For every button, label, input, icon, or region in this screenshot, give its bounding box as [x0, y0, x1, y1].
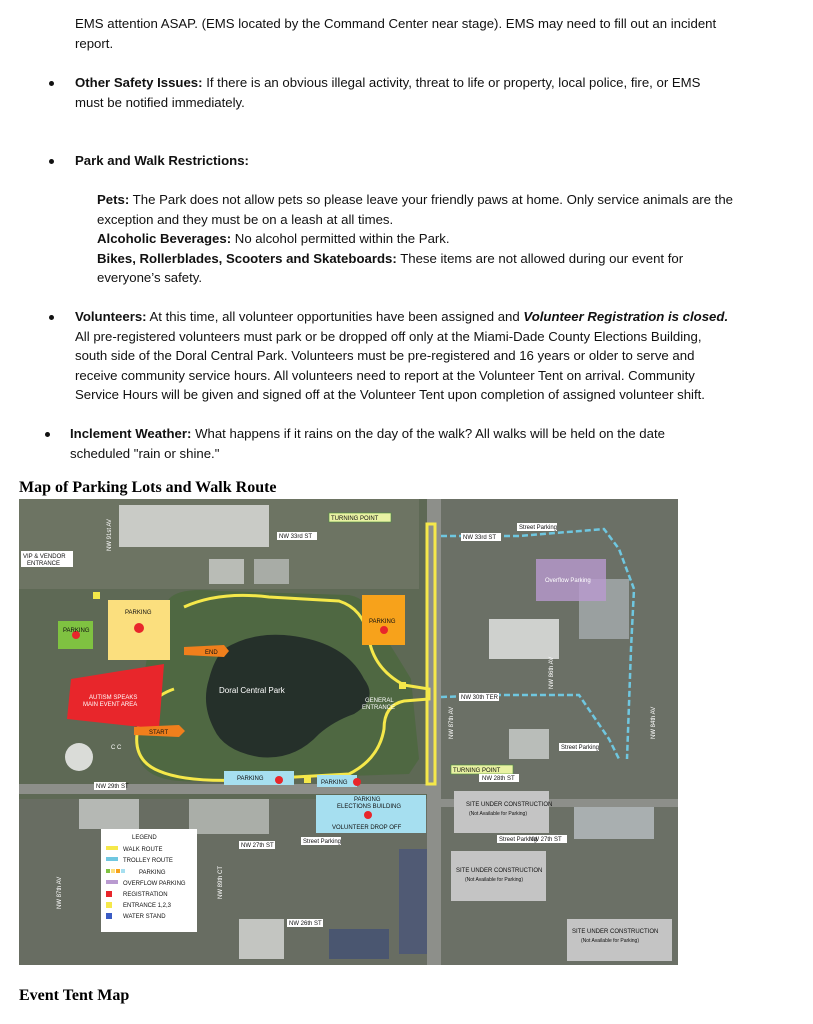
intro-line-2: report. [75, 35, 114, 51]
map-road-nw28-st [19, 784, 439, 794]
map-building [119, 505, 269, 547]
bikes-line-1: These items are not allowed during our event for [396, 250, 684, 266]
map-label-nw29: NW 29th ST [96, 784, 129, 790]
other-safety-label: Other Safety Issues: [75, 75, 203, 90]
map-label-general: GENERAL [365, 698, 394, 704]
map-legend-title: LEGEND [132, 835, 157, 841]
map-label-parking-left: PARKING [63, 628, 90, 634]
other-safety-line-1: If there is an obvious illegal activity, threat to life or property, local police, fire, or EMS [202, 75, 701, 90]
map-legend-swatch-overflow [106, 880, 118, 884]
map-label-nw27-1: NW 27th ST [529, 837, 562, 843]
bullet-park-walk [75, 151, 790, 171]
map-legend-item-overflow: OVERFLOW PARKING [123, 881, 186, 887]
map-registration-marker [380, 626, 388, 634]
map-label-site3b: (Not Available for Parking) [581, 938, 639, 944]
bullet-weather [70, 424, 785, 463]
map-label-street-parking-2: Street Parking [561, 745, 600, 751]
map-legend-swatch-parking-yellow [111, 869, 115, 873]
map-building [189, 799, 269, 834]
map-label-vip2: ENTRANCE [27, 561, 61, 567]
map-label-end: END [205, 650, 218, 656]
map-label-general2: ENTRANCE [362, 705, 396, 711]
map-legend-item-entrance: ENTRANCE 1,2,3 [123, 903, 172, 909]
map-legend-item-parking: PARKING [139, 870, 166, 876]
map-building [79, 799, 139, 829]
map-entrance-marker [93, 592, 100, 599]
pets-line-1: The Park does not allow pets so please leave your friendly paws at home. Only service animals are the [129, 192, 734, 207]
map-site-construction-2 [451, 851, 546, 901]
map-label-street-parking-1: Street Parking [519, 525, 558, 531]
map-legend-swatch-water [106, 913, 112, 919]
map-entrance-marker [304, 776, 311, 783]
map-label-nw87: NW 87th AV [449, 706, 455, 739]
map-label-nw28: NW 28th ST [482, 776, 515, 782]
event-tent-map-heading: Event Tent Map [19, 987, 130, 1004]
map-registration-marker [353, 778, 361, 786]
map-label-parking-big: PARKING [125, 610, 152, 616]
map-label-nw27-2: NW 27th ST [241, 843, 274, 849]
map-heading: Map of Parking Lots and Walk Route [19, 479, 277, 496]
map-label-nw33-1: NW 33rd ST [279, 534, 313, 540]
map-building [489, 619, 559, 659]
bullet-other-safety [75, 73, 790, 112]
map-label-parking-blue2: PARKING [321, 780, 348, 786]
map-label-parking-blue1: PARKING [237, 776, 264, 782]
map-label-parking-orange: PARKING [369, 619, 396, 625]
map-svg [19, 499, 678, 965]
volunteers-line-2: All pre-registered volunteers must park or be dropped off only at the Miami-Dade County Elections Building, [75, 328, 702, 344]
weather-label: Inclement Weather: [70, 426, 192, 441]
map-label-street-parking-3: Street Parking [499, 837, 538, 843]
map-label-nw87b: NW 87th AV [57, 876, 63, 909]
map-label-nw30: NW 30th TER [461, 695, 498, 701]
intro-line-1: EMS attention ASAP. (EMS located by the Command Center near stage). EMS may need to fill out an incident [75, 16, 717, 31]
map-label-start: START [149, 730, 169, 736]
bikes-label: Bikes, Rollerblades, Scooters and Skateboards: [97, 250, 397, 266]
map-legend-swatch-walk [106, 846, 118, 850]
intro-text [75, 14, 790, 53]
map-building [254, 559, 289, 584]
map-label-vip: VIP & VENDOR [23, 554, 66, 560]
map-legend-item-walk: WALK ROUTE [123, 847, 163, 853]
alcohol-label: Alcoholic Beverages: [97, 231, 232, 246]
park-walk-details [97, 190, 797, 288]
map-label-elections1: PARKING [354, 797, 381, 803]
volunteers-line-1a: At this time, all volunteer opportunities have been assigned and [146, 309, 524, 324]
bikes-line-2: everyone’s safety. [97, 270, 203, 285]
bullet-dot [49, 81, 54, 86]
map-legend-item-trolley: TROLLEY ROUTE [123, 858, 173, 864]
map-building [509, 729, 549, 759]
map-label-site1a: SITE UNDER CONSTRUCTION [466, 802, 553, 808]
map-label-site1b: (Not Available for Parking) [469, 811, 527, 817]
map-water-tower [65, 743, 93, 771]
map-label-nw84: NW 84th AV [651, 706, 657, 739]
map-label-site3a: SITE UNDER CONSTRUCTION [572, 929, 659, 935]
map-registration-marker [364, 811, 372, 819]
park-walk-label: Park and Walk Restrictions: [75, 153, 249, 168]
map-legend-swatch-trolley [106, 857, 118, 861]
parking-walk-route-map [19, 499, 678, 965]
map-building [329, 929, 389, 959]
map-label-site2b: (Not Available for Parking) [465, 877, 523, 883]
map-legend-swatch-registration [106, 891, 112, 897]
map-label-volunteer-drop: VOLUNTEER DROP OFF [332, 825, 402, 831]
map-building [399, 849, 429, 954]
bullet-dot [49, 159, 54, 164]
map-label-overflow: Overflow Parking [545, 578, 591, 584]
map-label-street-parking-4: Street Parking [303, 839, 342, 845]
volunteers-label: Volunteers: [75, 309, 147, 324]
map-entrance-marker [399, 682, 406, 689]
volunteers-line-5: Service Hours will be given and signed off at the Volunteer Tent upon completion of assigned volunteer shift. [75, 387, 705, 402]
map-legend-item-water: WATER STAND [123, 914, 166, 920]
map-legend-item-registration: REGISTRATION [123, 892, 168, 898]
map-label-turning-point-bottom: TURNING POINT [453, 768, 501, 774]
map-label-nw86: NW 86th AV [549, 656, 555, 689]
volunteers-registration-closed: Volunteer Registration is closed. [523, 309, 729, 324]
volunteers-line-3: south side of the Doral Central Park. Volunteers must be pre-registered and 16 years or older to serve and [75, 348, 695, 363]
map-legend-swatch-entrance [106, 902, 112, 908]
weather-line-2: scheduled "rain or shine." [70, 445, 220, 461]
map-label-nw91: NW 91st AV [107, 519, 113, 551]
map-label-nw89: NW 89th CT [218, 865, 224, 899]
map-label-park-name: Doral Central Park [219, 686, 285, 695]
other-safety-line-2: must be notified immediately. [75, 94, 245, 110]
map-building [209, 559, 244, 584]
alcohol-text: No alcohol permitted within the Park. [231, 231, 450, 246]
map-label-autism2: MAIN EVENT AREA [83, 702, 138, 708]
map-legend-swatch-parking-green [106, 869, 110, 873]
map-registration-marker [275, 776, 283, 784]
bullet-dot [45, 432, 50, 437]
map-legend-swatch-parking-orange [116, 869, 120, 873]
map-legend-swatch-parking-blue [121, 869, 125, 873]
map-label-elections2: ELECTIONS BUILDING [337, 804, 402, 810]
map-building [239, 919, 284, 959]
weather-line-1: What happens if it rains on the day of the walk? All walks will be held on the date [191, 426, 665, 441]
bullet-volunteers [75, 307, 790, 405]
pets-label: Pets: [97, 192, 130, 207]
volunteers-line-4: receive community service hours. All volunteers need to report at the Volunteer Tent on arrival. Community [75, 367, 695, 383]
map-label-nw26: NW 26th ST [289, 921, 322, 927]
map-label-turning-point-top: TURNING POINT [331, 516, 379, 522]
map-registration-marker [134, 623, 144, 633]
pets-line-2: exception and they must be on a leash at all times. [97, 211, 394, 227]
map-label-autism1: AUTISM SPEAKS [89, 695, 138, 701]
bullet-dot [49, 315, 54, 320]
map-label-nw33-2: NW 33rd ST [463, 535, 497, 541]
map-label-cc: C C [111, 745, 122, 751]
map-label-site2a: SITE UNDER CONSTRUCTION [456, 868, 543, 874]
